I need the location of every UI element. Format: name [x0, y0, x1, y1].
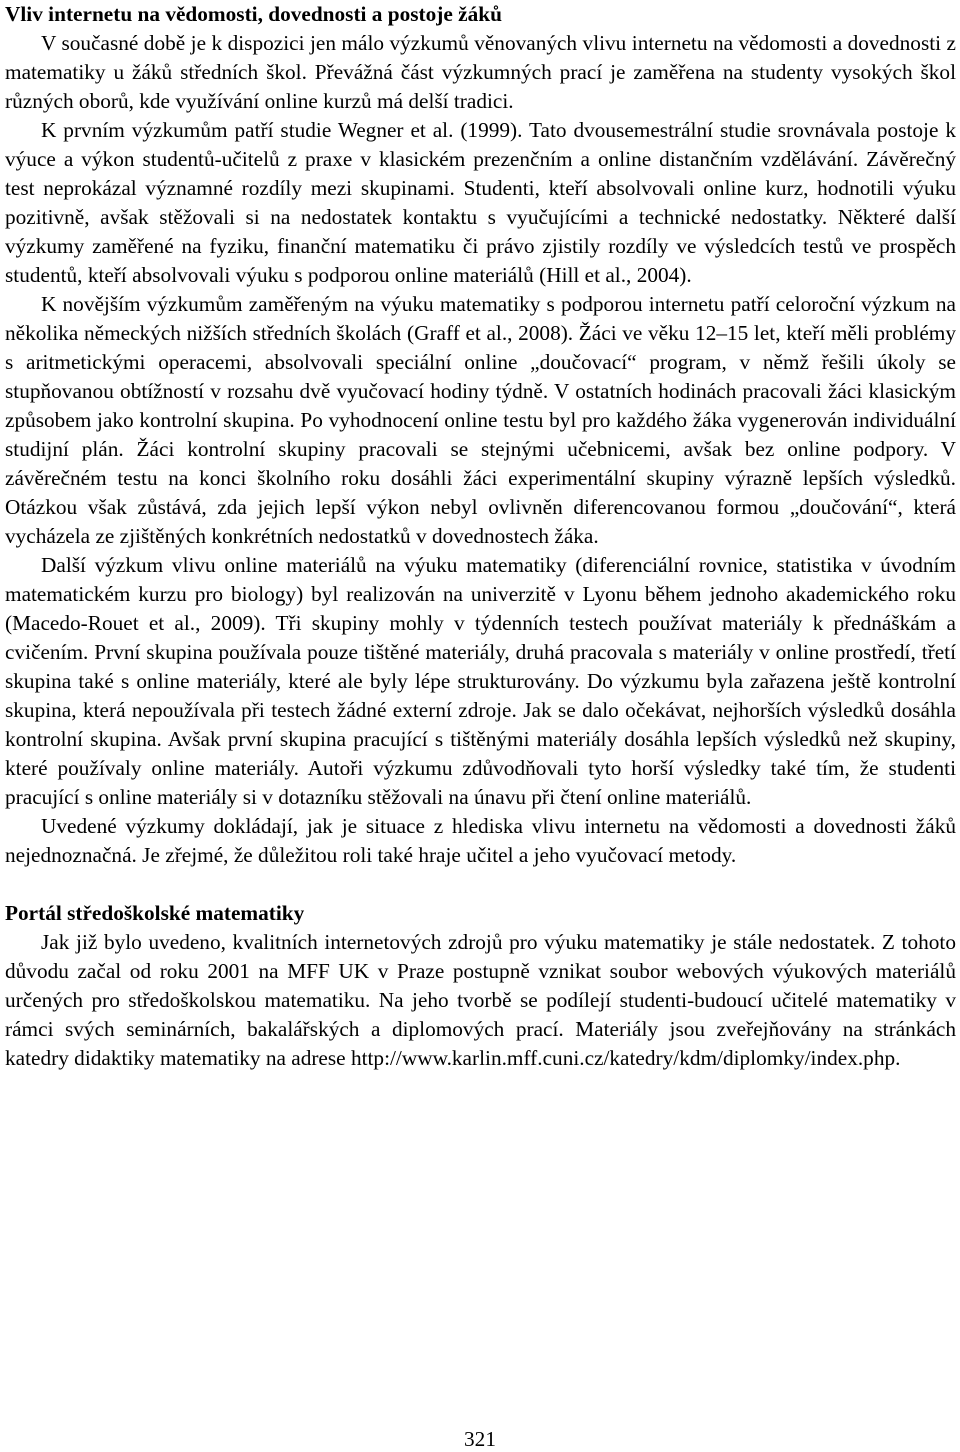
paragraph: K prvním výzkumům patří studie Wegner et al. (1999). Tato dvousemestrální studie srovnávala postoje k výuce a výkon studentů-učitelů z praxe v klasickém prezenčním a online distančním vzdělávání. Závěrečný test neprokázal významné rozdíly mezi skupinami. Studenti, kteří absolvovali online kurz, hodnotili výuku pozitivně, avšak stěžovali si na nedostatek kontaktu s vyučujícími a technické nedostatky. Některé další výzkumy zaměřené na fyziku, finanční matematiku či právo zjistily rozdíly ve výsledcích testů ve prospěch studentů, kteří absolvovali výuku s podporou online materiálů (Hill et al., 2004).	[5, 118, 956, 287]
paragraph: Uvedené výzkumy dokládají, jak je situace z hlediska vlivu internetu na vědomosti a dovednosti žáků nejednoznačná. Je zřejmé, že důležitou roli také hraje učitel a jeho vyučovací metody.	[5, 814, 956, 867]
paragraph: Jak již bylo uvedeno, kvalitních internetových zdrojů pro výuku matematiky je stále nedostatek. Z tohoto důvodu začal od roku 2001 na MFF UK v Praze postupně vznikat soubor webových výukových materiálů určených pro středoškolskou matematiku. Na jeho tvorbě se podílejí studenti-budoucí učitelé matematiky v rámci svých seminárních, bakalářských a diplomových prací. Materiály jsou zveřejňovány na stránkách katedry didaktiky matematiky na adrese http://www.karlin.mff.cuni.cz/katedry/kdm/diplomky/index.php.	[5, 930, 956, 1070]
page-number: 321	[464, 1427, 496, 1451]
paragraph: K novějším výzkumům zaměřeným na výuku matematiky s podporou internetu patří celoroční výzkum na několika německých nižších středních školách (Graff et al., 2008). Žáci ve věku 12–15 let, kteří měli problémy s aritmetickými operacemi, absolvovali speciální online „doučovací“ program, v němž řešili úkoly se stupňovanou obtížností v rozsahu dvě vyučovací hodiny týdně. V ostatních hodinách pracovali žáci klasickým způsobem jako kontrolní skupina. Po vyhodnocení online testu byl pro každého žáka vygenerován individuální studijní plán. Žáci kontrolní skupiny pracovali se stejnými učebnicemi, avšak bez online podpory. V závěrečném testu na konci školního roku dosáhli žáci experimentální skupiny výrazně lepších výsledků. Otázkou však zůstává, zda jejich lepší výkon nebyl ovlivněn diferencovanou formou „doučování“, která vycházela ze zjištěných konkrétních nedostatků v dovednostech žáka.	[5, 292, 956, 548]
section-heading-internet-influence: Vliv internetu na vědomosti, dovednosti a postoje žáků	[5, 2, 502, 26]
paragraph: Další výzkum vlivu online materiálů na výuku matematiky (diferenciální rovnice, statistika v úvodním matematickém kurzu pro biology) byl realizován na univerzitě v Lyonu během jednoho akademického roku (Macedo-Rouet et al., 2009). Tři skupiny mohly v týdenních testech používat materiály k přednáškám a cvičením. První skupina používala pouze tištěné materiály, druhá pracovala s materiály v online prostředí, třetí skupina také s online materiály, které ale byly lépe strukturovány. Do výzkumu byla zařazena ještě kontrolní skupina, která nepoužívala při testech žádné externí zdroje. Jak se dalo očekávat, nejhorších výsledků dosáhla kontrolní skupina. Avšak první skupina pracující s tištěnými materiály dosáhla lepších výsledků než skupiny, které používaly online materiály. Autoři výzkumu zdůvodňovali tyto horší výsledky také tím, že studenti pracující s online materiály si v dotazníku stěžovali na únavu při čtení online materiálů.	[5, 553, 956, 809]
paragraph: V současné době je k dispozici jen málo výzkumů věnovaných vlivu internetu na vědomosti a dovednosti z matematiky u žáků středních škol. Převážná část výzkumných prací je zaměřena na studenty vysokých škol různých oborů, kde využívání online kurzů má delší tradici.	[5, 31, 956, 113]
document-page	[5, 0, 956, 1073]
section-heading-portal: Portál středoškolské matematiky	[5, 901, 305, 925]
